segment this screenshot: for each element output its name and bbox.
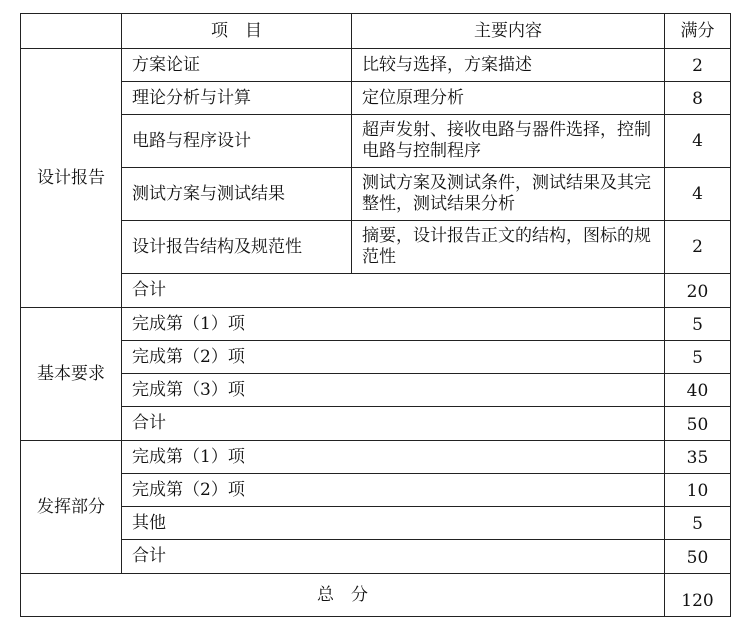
item-cell: 设计报告结构及规范性	[122, 221, 352, 274]
score-cell: 4	[665, 115, 731, 168]
header-score: 满分	[665, 14, 731, 49]
content-cell: 摘要，设计报告正文的结构，图标的规范性	[352, 221, 665, 274]
score-cell: 40	[665, 374, 731, 407]
score-cell: 5	[665, 341, 731, 374]
subtotal-label: 合计	[122, 407, 665, 441]
table-row	[21, 168, 731, 221]
header-content: 主要内容	[352, 14, 665, 49]
grand-total-row	[21, 574, 731, 617]
table-row	[21, 49, 731, 82]
item-cell: 完成第（2）项	[122, 474, 665, 507]
score-cell: 5	[665, 308, 731, 341]
content-cell: 定位原理分析	[352, 82, 665, 115]
subtotal-label: 合计	[122, 274, 665, 308]
subtotal-row	[21, 274, 731, 308]
table-row	[21, 507, 731, 540]
item-cell: 电路与程序设计	[122, 115, 352, 168]
table-row	[21, 441, 731, 474]
subtotal-value: 20	[665, 274, 731, 308]
table-row	[21, 308, 731, 341]
grand-total-value: 120	[665, 574, 731, 617]
table-row	[21, 115, 731, 168]
grand-total-label: 总 分	[21, 574, 665, 617]
item-cell: 完成第（2）项	[122, 341, 665, 374]
score-cell: 4	[665, 168, 731, 221]
subtotal-value: 50	[665, 540, 731, 574]
table-row	[21, 474, 731, 507]
table-row	[21, 82, 731, 115]
subtotal-row	[21, 407, 731, 441]
item-cell: 理论分析与计算	[122, 82, 352, 115]
content-cell: 测试方案及测试条件，测试结果及其完整性，测试结果分析	[352, 168, 665, 221]
subtotal-row	[21, 540, 731, 574]
subtotal-label: 合计	[122, 540, 665, 574]
category-design-report: 设计报告	[21, 49, 122, 308]
content-cell: 比较与选择，方案描述	[352, 49, 665, 82]
subtotal-value: 50	[665, 407, 731, 441]
score-cell: 8	[665, 82, 731, 115]
category-extended: 发挥部分	[21, 441, 122, 574]
item-cell: 完成第（1）项	[122, 308, 665, 341]
score-cell: 2	[665, 49, 731, 82]
item-cell: 完成第（3）项	[122, 374, 665, 407]
scoring-table	[20, 13, 731, 617]
table-row	[21, 374, 731, 407]
item-cell: 完成第（1）项	[122, 441, 665, 474]
header-project: 项 目	[122, 14, 352, 49]
content-cell: 超声发射、接收电路与器件选择，控制电路与控制程序	[352, 115, 665, 168]
table-row	[21, 341, 731, 374]
scoring-table-container	[20, 13, 731, 617]
item-cell: 方案论证	[122, 49, 352, 82]
score-cell: 5	[665, 507, 731, 540]
score-cell: 35	[665, 441, 731, 474]
category-basic: 基本要求	[21, 308, 122, 441]
item-cell: 测试方案与测试结果	[122, 168, 352, 221]
score-cell: 2	[665, 221, 731, 274]
header-row	[21, 14, 731, 49]
table-row	[21, 221, 731, 274]
item-cell: 其他	[122, 507, 665, 540]
header-blank	[21, 14, 122, 49]
score-cell: 10	[665, 474, 731, 507]
